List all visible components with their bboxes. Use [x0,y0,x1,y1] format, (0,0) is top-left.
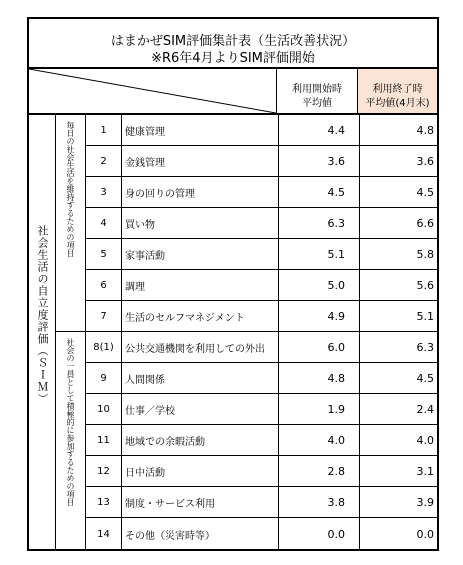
table-subtitle: ※R6年4月よりSIM評価開始 [151,51,315,66]
end-average-value: 3.9 [416,495,434,509]
end-average-value: 5.1 [416,309,434,323]
item-name: 生活のセルフマネジメント [122,301,279,331]
item-name: その他（災害時等） [122,518,279,551]
sim-evaluation-table [27,17,439,551]
start-average-value: 2.8 [279,456,360,486]
start-average-value: 4.4 [279,115,360,145]
item-number: 13 [86,487,122,517]
item-number: 6 [86,270,122,300]
header-end-average [358,69,439,115]
table-row [86,425,439,456]
item-number: 9 [86,363,122,393]
header-end-line2: 平均値(4月末) [365,98,430,109]
start-average-value: 4.8 [279,363,360,393]
item-name: 地域での余暇活動 [122,425,279,455]
start-average-value: 4.0 [279,425,360,455]
header-blank-cell [27,69,277,115]
outer-category-column [29,115,56,549]
start-average-value: 6.3 [279,208,360,238]
table-row [86,208,439,239]
item-number: 5 [86,239,122,269]
group-daily-life [56,115,86,332]
header-end-line1: 利用終了時 [372,84,423,95]
table-row [86,115,439,146]
item-number: 8(1) [86,332,122,362]
item-number: 4 [86,208,122,238]
table-row [86,487,439,518]
end-average-value: 6.3 [416,340,434,354]
table-row [86,301,439,332]
item-number: 7 [86,301,122,331]
table-title-box [27,17,439,69]
item-name: 日中活動 [122,456,279,486]
group-social-participation-label: 社会の一員として積極的に参加するための項目 [66,338,75,506]
start-average-value: 5.1 [279,239,360,269]
start-average-value: 4.9 [279,301,360,331]
table-row [86,146,439,177]
end-average-value: 3.1 [416,464,434,478]
start-average-value: 3.6 [279,146,360,176]
item-name: 公共交通機関を利用しての外出 [122,332,279,362]
start-average-value: 4.5 [279,177,360,207]
item-name: 家事活動 [122,239,279,269]
end-average-value: 6.6 [416,216,434,230]
end-average-value: 5.6 [416,278,434,292]
item-name: 身の回りの管理 [122,177,279,207]
item-name: 仕事／学校 [122,394,279,424]
item-number: 11 [86,425,122,455]
item-name: 健康管理 [122,115,279,145]
group-daily-life-label: 毎日の社会生活を維持するための項目 [66,121,75,257]
item-number: 12 [86,456,122,486]
table-title: はまかぜSIM評価集計表（生活改善状況） [110,34,356,49]
end-average-value: 4.5 [416,371,434,385]
end-average-value: 4.5 [416,185,434,199]
end-average-value: 3.6 [416,154,434,168]
item-name: 制度・サービス利用 [122,487,279,517]
outer-category-label: 社会生活の自立度評価（ＳＩＭ） [36,225,49,405]
header-start-line1: 利用開始時 [292,84,342,95]
item-number: 1 [86,115,122,145]
start-average-value: 1.9 [279,394,360,424]
table-row [86,518,439,551]
end-average-value: 4.0 [416,433,434,447]
header-start-line2: 平均値 [302,98,332,109]
end-average-value: 0.0 [416,528,434,541]
start-average-value: 0.0 [279,518,360,551]
end-average-value: 4.8 [416,123,434,137]
start-average-value: 5.0 [279,270,360,300]
table-row [86,270,439,301]
table-body [27,115,439,551]
start-average-value: 6.0 [279,332,360,362]
item-number: 3 [86,177,122,207]
item-name: 人間関係 [122,363,279,393]
end-average-value: 2.4 [416,402,434,416]
item-name: 金銭管理 [122,146,279,176]
header-start-average [277,69,358,115]
item-name: 買い物 [122,208,279,238]
table-row [86,239,439,270]
end-average-value: 5.8 [416,247,434,261]
group-social-participation [56,332,86,551]
table-row [86,456,439,487]
item-number: 14 [86,518,122,551]
table-row [86,394,439,425]
item-number: 2 [86,146,122,176]
table-row [86,363,439,394]
diagonal-line [29,69,276,113]
item-number: 10 [86,394,122,424]
table-row [86,177,439,208]
start-average-value: 3.8 [279,487,360,517]
table-row [86,332,439,363]
item-name: 調理 [122,270,279,300]
